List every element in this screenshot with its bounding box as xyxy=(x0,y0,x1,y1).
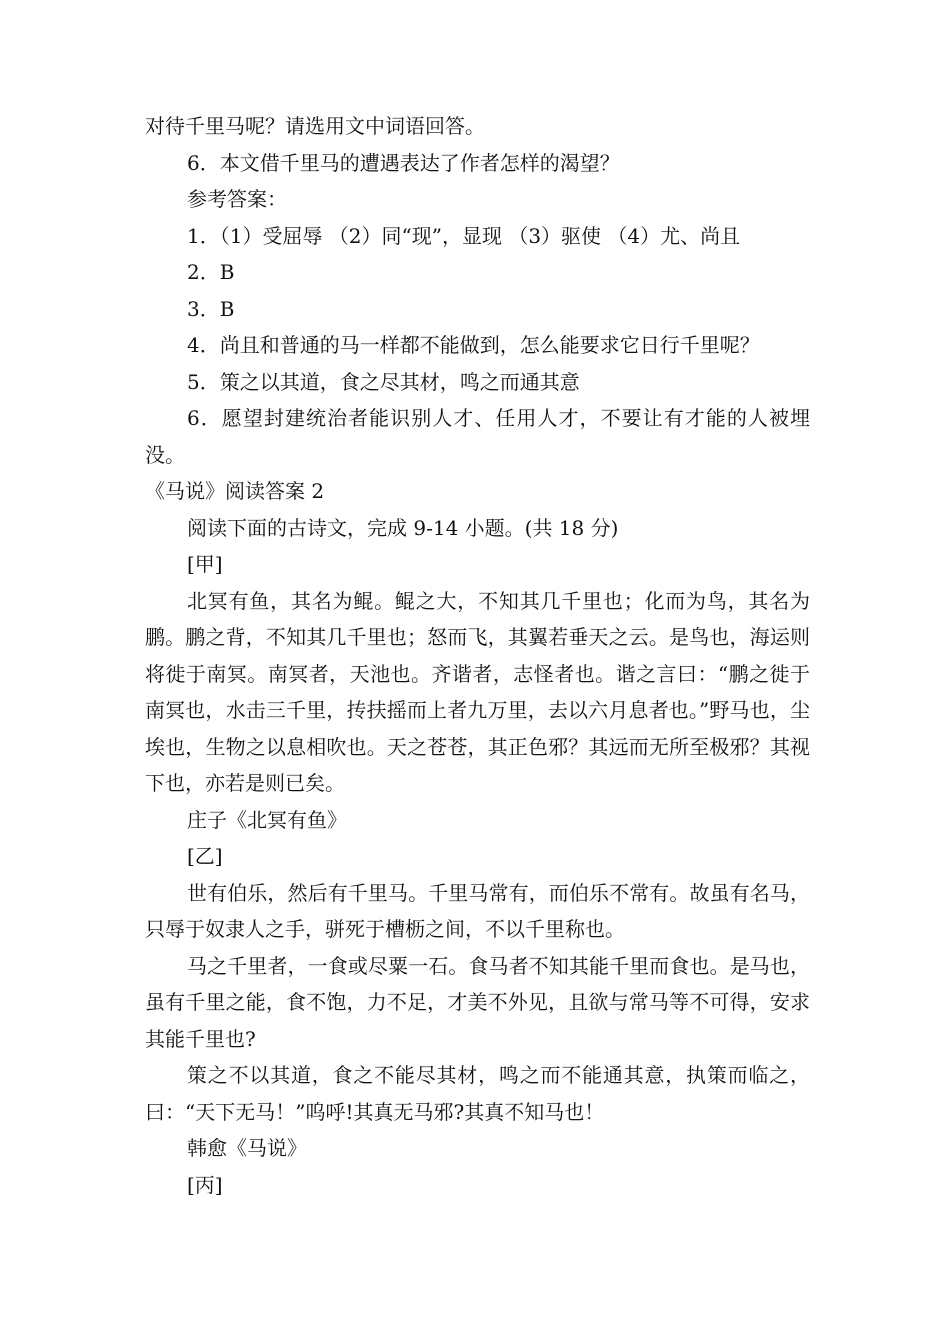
paragraph-answer-1: 1．（1）受屈辱 （2）同“现”，显现 （3）驱使 （4）尤、尚且 xyxy=(187,223,741,248)
paragraph-beiming-text: 北冥有鱼，其名为鲲。鲲之大，不知其几千里也；化而为鸟，其名为鹏。鹏之背，不知其几千里也；怒而飞，其翼若垂天之云。是鸟也，海运则将徙于南冥。南冥者，天池也。齐谐者，志怪者也。谐之言曰：“鹏之徙于南冥也，水击三千里，抟扶摇而上者九万里，去以六月息者也。”野马也，尘埃也，生物之以息相吹也。天之苍苍，其正色邪？其远而无所至极邪？其视下也，亦若是则已矣。 xyxy=(145,588,810,795)
paragraph-answer-heading: 参考答案： xyxy=(187,187,287,211)
label-jia: [甲] xyxy=(187,552,223,576)
paragraph-answer-6: 6．愿望封建统治者能识别人才、任用人才，不要让有才能的人被埋没。 xyxy=(145,406,810,467)
paragraph-answer-5: 5．策之以其道，食之尽其材，鸣之而通其意 xyxy=(187,369,580,394)
label-yi: [乙] xyxy=(187,844,223,868)
paragraph-answer-4: 4．尚且和普通的马一样都不能做到，怎么能要求它日行千里呢？ xyxy=(187,333,760,357)
attribution-hanyu: 韩愈《马说》 xyxy=(187,1136,307,1160)
paragraph-mashuo-2: 马之千里者，一食或尽粟一石。食马者不知其能千里而食也。是马也，虽有千里之能，食不饱，力不足，才美不外见，且欲与常马等不可得，安求其能千里也? xyxy=(145,953,810,1051)
document-body xyxy=(145,108,810,1203)
paragraph-mashuo-1: 世有伯乐，然后有千里马。千里马常有，而伯乐不常有。故虽有名马，只辱于奴隶人之手，骈死于槽枥之间，不以千里称也。 xyxy=(145,880,810,941)
paragraph-question-6: 6．本文借千里马的遭遇表达了作者怎样的渴望？ xyxy=(187,150,620,175)
paragraph-instructions: 阅读下面的古诗文，完成 9-14 小题。(共 18 分) xyxy=(187,515,619,540)
paragraph-question-5-continuation: 对待千里马呢？请选用文中词语回答。 xyxy=(145,114,485,138)
attribution-zhuangzi: 庄子《北冥有鱼》 xyxy=(187,807,347,832)
section-heading-answer-2: 《马说》阅读答案 2 xyxy=(145,479,325,503)
paragraph-mashuo-3: 策之不以其道，食之不能尽其材，鸣之而不能通其意，执策而临之，曰：“天下无马！”呜呼!其真无马邪?其真不知马也！ xyxy=(145,1063,810,1124)
paragraph-answer-2: 2．B xyxy=(187,260,235,284)
paragraph-answer-3: 3．B xyxy=(187,296,235,321)
label-bing: [丙] xyxy=(187,1172,223,1197)
